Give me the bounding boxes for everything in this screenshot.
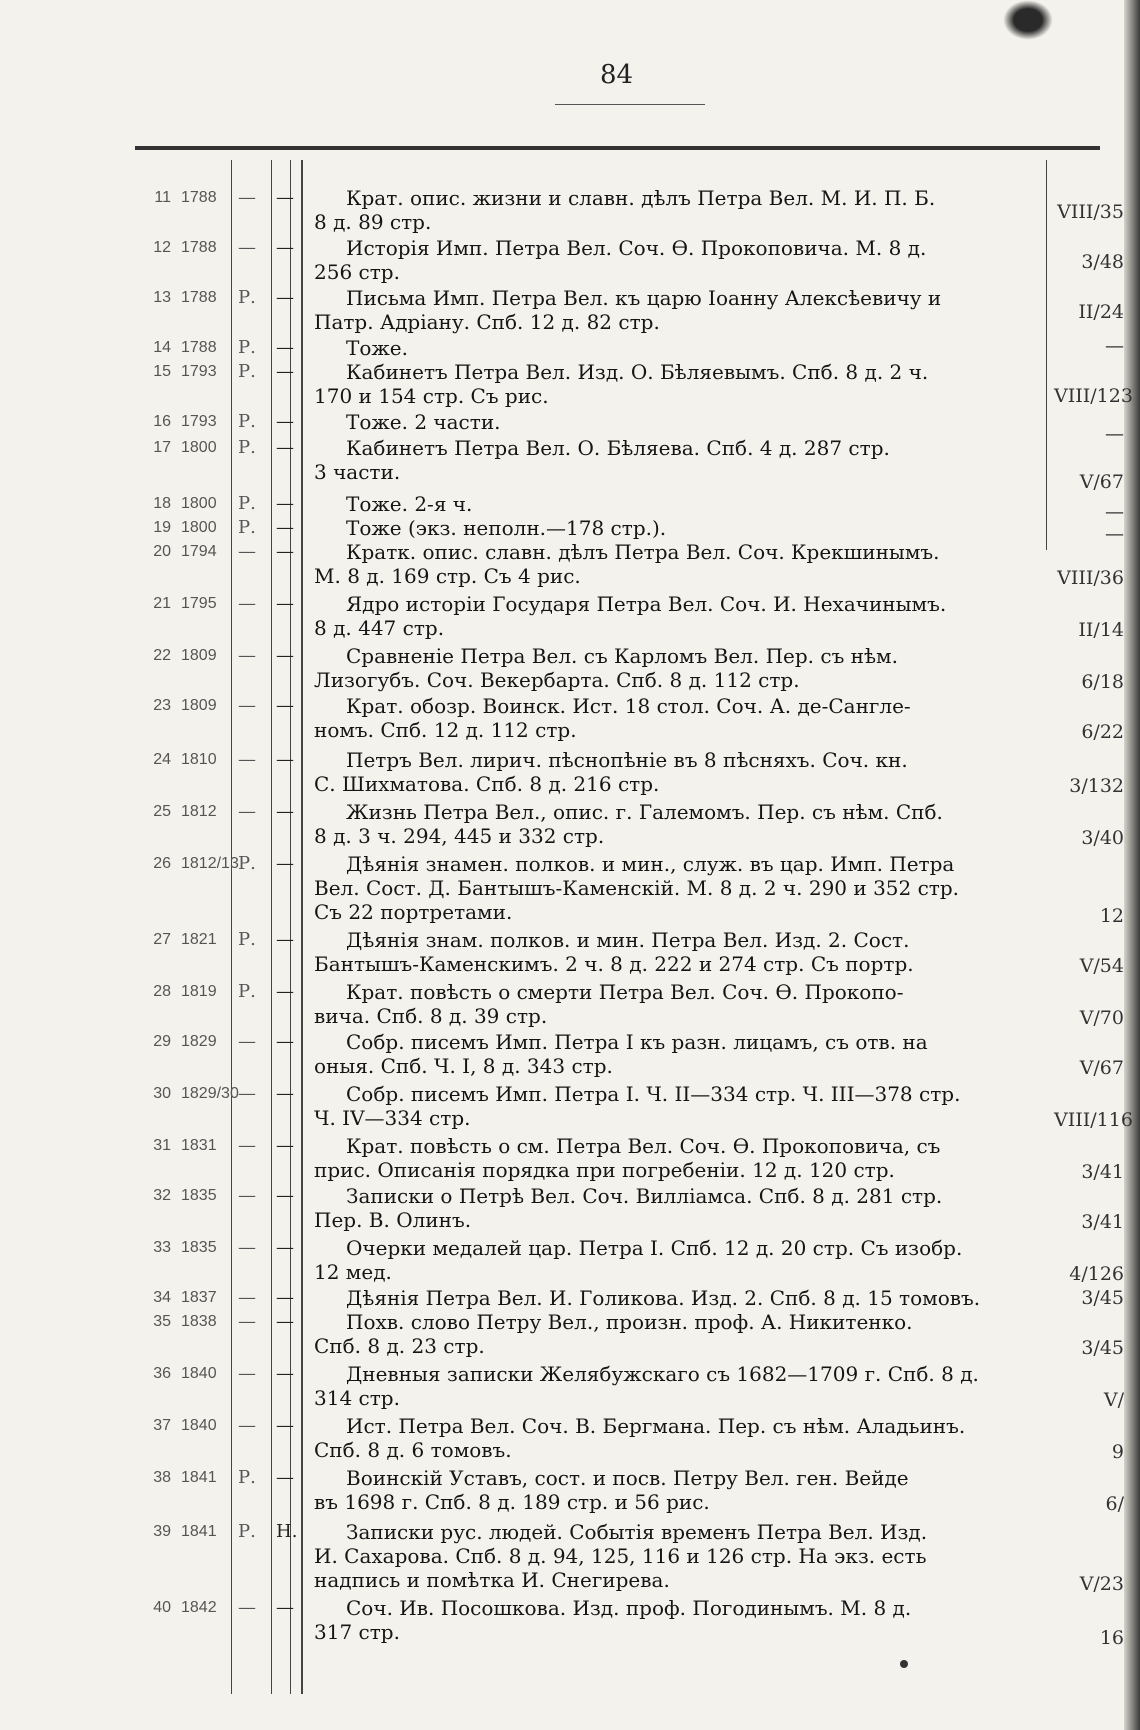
entry-mark-1: — — [238, 801, 256, 822]
entry-description: Записки рус. людей. Событія временъ Петра Вел. Изд. И. Сахарова. Спб. 8 д. 94, 125, 116 и 126 стр. На экз. есть надпись и помѣтка И. Снегирева. — [314, 1520, 928, 1592]
entry-mark-1: Р. — [238, 1467, 256, 1488]
entry-mark-1: — — [238, 749, 256, 770]
entry-shelfmark: VIII/116 — [1054, 1109, 1133, 1131]
entry-mark-1: Р. — [238, 437, 256, 458]
entry-mark-2: — — [276, 1083, 294, 1104]
entry-shelfmark: 16 — [1099, 1627, 1124, 1649]
entry-shelfmark: V/ — [1103, 1389, 1124, 1411]
entry-number: 27 — [153, 931, 171, 948]
entry-year: 1800 — [181, 439, 217, 456]
entry-number: 20 — [153, 543, 171, 560]
entry-mark-2: — — [276, 749, 294, 770]
entry-shelfmark: VIII/36 — [1057, 567, 1124, 589]
entry-year: 1812 — [181, 803, 217, 820]
entry-mark-2: — — [276, 981, 294, 1002]
entry-mark-2: — — [276, 337, 294, 358]
entry-number: 34 — [153, 1289, 171, 1306]
entry-description: Тоже. 2-я ч. — [346, 492, 473, 516]
entry-description: Крат. повѣсть о смерти Петра Вел. Соч. Ѳ. Прокопо- вича. Спб. 8 д. 39 стр. — [314, 980, 904, 1028]
entry-description: Кратк. опис. славн. дѣлъ Петра Вел. Соч. Крекшинымъ. М. 8 д. 169 стр. Съ 4 рис. — [314, 540, 940, 588]
entry-number: 40 — [153, 1599, 171, 1616]
entry-mark-2: — — [276, 929, 294, 950]
entry-mark-1: — — [238, 187, 256, 208]
entry-year: 1829/30 — [181, 1085, 239, 1102]
entry-year: 1809 — [181, 647, 217, 664]
entry-mark-2: — — [276, 361, 294, 382]
entry-description: Кабинетъ Петра Вел. Изд. О. Бѣляевымъ. Спб. 8 д. 2 ч. 170 и 154 стр. Съ рис. — [314, 360, 929, 408]
entry-mark-1: — — [238, 1185, 256, 1206]
entry-year: 1788 — [181, 189, 217, 206]
entry-shelfmark: — — [1105, 423, 1124, 445]
entry-mark-1: Р. — [238, 517, 256, 538]
entry-shelfmark: 3/41 — [1081, 1211, 1124, 1233]
entry-year: 1837 — [181, 1289, 217, 1306]
entry-mark-2: — — [276, 1597, 294, 1618]
entry-number: 25 — [153, 803, 171, 820]
entry-mark-2: — — [276, 1185, 294, 1206]
entry-shelfmark: V/67 — [1079, 1057, 1124, 1079]
entry-number: 38 — [153, 1469, 171, 1486]
entry-year: 1793 — [181, 363, 217, 380]
entry-number: 31 — [153, 1137, 171, 1154]
entry-year: 1841 — [181, 1469, 217, 1486]
entry-mark-2: — — [276, 1031, 294, 1052]
entry-mark-2: — — [276, 437, 294, 458]
entry-description: Тоже. — [346, 336, 408, 360]
entry-year: 1841 — [181, 1523, 217, 1540]
entry-number: 12 — [153, 239, 171, 256]
entry-description: Похв. слово Петру Вел., произн. проф. А. Никитенко. Спб. 8 д. 23 стр. — [314, 1310, 913, 1358]
entry-year: 1842 — [181, 1599, 217, 1616]
entry-year: 1821 — [181, 931, 217, 948]
entry-mark-1: Р. — [238, 929, 256, 950]
entry-year: 1840 — [181, 1365, 217, 1382]
entry-number: 37 — [153, 1417, 171, 1434]
entry-mark-1: Р. — [238, 981, 256, 1002]
entry-mark-1: — — [238, 1597, 256, 1618]
entry-description: Тоже. 2 части. — [346, 410, 501, 434]
entry-number: 29 — [153, 1033, 171, 1050]
entry-shelfmark: — — [1105, 335, 1124, 357]
entry-number: 33 — [153, 1239, 171, 1256]
entry-mark-2: — — [276, 287, 294, 308]
entry-mark-1: Р. — [238, 853, 256, 874]
entry-shelfmark: 3/41 — [1081, 1161, 1124, 1183]
entry-mark-2: — — [276, 1363, 294, 1384]
entry-shelfmark: 12 — [1099, 905, 1124, 927]
entry-description: Воинскій Уставъ, сост. и посв. Петру Вел. ген. Вейде въ 1698 г. Спб. 8 д. 189 стр. и 56 рис. — [314, 1466, 909, 1514]
entry-description: Ядро исторіи Государя Петра Вел. Соч. И. Нехачинымъ. 8 д. 447 стр. — [314, 592, 947, 640]
entry-year: 1831 — [181, 1137, 217, 1154]
entry-mark-2: — — [276, 541, 294, 562]
entry-mark-1: — — [238, 1363, 256, 1384]
entry-mark-1: — — [238, 1311, 256, 1332]
entry-shelfmark: V/70 — [1079, 1007, 1124, 1029]
entry-year: 1810 — [181, 751, 217, 768]
entry-year: 1838 — [181, 1313, 217, 1330]
entry-number: 21 — [153, 595, 171, 612]
entry-description: Записки о Петрѣ Вел. Соч. Вилліамса. Спб. 8 д. 281 стр. Пер. В. Олинъ. — [314, 1184, 943, 1232]
entry-shelfmark: II/24 — [1078, 301, 1124, 323]
page-number: 84 — [600, 60, 634, 90]
entry-year: 1788 — [181, 239, 217, 256]
entry-shelfmark: 3/45 — [1081, 1337, 1124, 1359]
entry-mark-1: — — [238, 593, 256, 614]
entry-shelfmark: — — [1105, 523, 1124, 545]
entry-description: Собр. писемъ Имп. Петра I. Ч. II—334 стр. Ч. III—378 стр. Ч. IV—334 стр. — [314, 1082, 961, 1130]
ink-spot — [900, 1660, 908, 1668]
entry-description: Крат. повѣсть о см. Петра Вел. Соч. Ѳ. Прокоповича, съ прис. Описанія порядка при погребеніи. 12 д. 120 стр. — [314, 1134, 941, 1182]
entry-mark-2: — — [276, 853, 294, 874]
entry-mark-2: — — [276, 1135, 294, 1156]
entry-number: 36 — [153, 1365, 171, 1382]
entry-description: Крат. опис. жизни и славн. дѣлъ Петра Вел. М. И. П. Б. 8 д. 89 стр. — [314, 186, 936, 234]
entry-mark-1: — — [238, 695, 256, 716]
entry-mark-1: — — [238, 1237, 256, 1258]
entry-shelfmark: 3/48 — [1081, 251, 1124, 273]
entry-number: 23 — [153, 697, 171, 714]
entry-shelfmark: VIII/35 — [1057, 201, 1124, 223]
entry-year: 1788 — [181, 339, 217, 356]
entry-description: Дѣянія Петра Вел. И. Голикова. Изд. 2. Спб. 8 д. 15 томовъ. — [346, 1286, 981, 1310]
entry-number: 19 — [153, 519, 171, 536]
entry-mark-1: Р. — [238, 287, 256, 308]
entry-shelfmark: 6/18 — [1081, 671, 1124, 693]
entry-description: Соч. Ив. Посошкова. Изд. проф. Погодинымъ. М. 8 д. 317 стр. — [314, 1596, 912, 1644]
entry-year: 1788 — [181, 289, 217, 306]
entry-shelfmark: — — [1105, 501, 1124, 523]
entry-shelfmark: 6/ — [1105, 1493, 1124, 1515]
entry-mark-2: — — [276, 645, 294, 666]
entry-description: Сравненіе Петра Вел. съ Карломъ Вел. Пер. съ нѣм. Лизогубъ. Соч. Векербарта. Спб. 8 д. 112 стр. — [314, 644, 898, 692]
entry-mark-1: — — [238, 1287, 256, 1308]
entry-number: 16 — [153, 413, 171, 430]
entry-mark-2: — — [276, 593, 294, 614]
entry-mark-2: — — [276, 801, 294, 822]
entry-description: Дѣянія знамен. полков. и мин., служ. въ цар. Имп. Петра Вел. Сост. Д. Бантышъ-Каменскій. М. 8 д. 2 ч. 290 и 352 стр. Съ 22 портретами. — [314, 852, 960, 924]
entry-mark-1: — — [238, 645, 256, 666]
entry-mark-2: — — [276, 1467, 294, 1488]
entry-description: Кабинетъ Петра Вел. О. Бѣляева. Спб. 4 д. 287 стр. 3 части. — [314, 436, 890, 484]
entry-description: Очерки медалей цар. Петра I. Спб. 12 д. 20 стр. Съ изобр. 12 мед. — [314, 1236, 963, 1284]
entry-number: 39 — [153, 1523, 171, 1540]
entry-year: 1800 — [181, 519, 217, 536]
entry-number: 26 — [153, 855, 171, 872]
entry-mark-2: — — [276, 1415, 294, 1436]
entry-mark-1: Р. — [238, 1521, 256, 1542]
entry-year: 1795 — [181, 595, 217, 612]
entry-number: 22 — [153, 647, 171, 664]
entry-shelfmark: 9 — [1111, 1441, 1124, 1463]
entry-mark-1: — — [238, 1031, 256, 1052]
entry-shelfmark: 4/126 — [1069, 1263, 1124, 1285]
entry-description: Дневныя записки Желябужскаго съ 1682—1709 г. Спб. 8 д. 314 стр. — [314, 1362, 979, 1410]
entry-number: 18 — [153, 495, 171, 512]
entry-mark-2: — — [276, 237, 294, 258]
entry-year: 1809 — [181, 697, 217, 714]
entry-shelfmark: VIII/123 — [1054, 385, 1133, 407]
entry-mark-1: Р. — [238, 337, 256, 358]
entry-description: Дѣянія знам. полков. и мин. Петра Вел. Изд. 2. Сост. Бантышъ-Каменскимъ. 2 ч. 8 д. 222 и 274 стр. Съ портр. — [314, 928, 914, 976]
entry-shelfmark: V/23 — [1079, 1573, 1124, 1595]
entry-number: 24 — [153, 751, 171, 768]
entry-year: 1835 — [181, 1187, 217, 1204]
entry-mark-2: — — [276, 517, 294, 538]
entry-description: Тоже (экз. неполн.—178 стр.). — [346, 516, 667, 540]
entry-mark-1: Р. — [238, 493, 256, 514]
entry-description: Петръ Вел. лирич. пѣснопѣніе въ 8 пѣсняхъ. Соч. кн. С. Шихматова. Спб. 8 д. 216 стр. — [314, 748, 908, 796]
entry-mark-2: — — [276, 493, 294, 514]
entry-description: Жизнь Петра Вел., опис. г. Галемомъ. Пер. съ нѣм. Спб. 8 д. 3 ч. 294, 445 и 332 стр. — [314, 800, 943, 848]
entry-number: 17 — [153, 439, 171, 456]
entry-year: 1840 — [181, 1417, 217, 1434]
entry-mark-2: — — [276, 1311, 294, 1332]
entry-mark-1: Р. — [238, 411, 256, 432]
entry-mark-2: Н. — [276, 1521, 298, 1542]
entry-year: 1793 — [181, 413, 217, 430]
entry-number: 13 — [153, 289, 171, 306]
entry-mark-1: — — [238, 1415, 256, 1436]
entry-shelfmark: V/54 — [1079, 955, 1124, 977]
entry-number: 14 — [153, 339, 171, 356]
entry-mark-2: — — [276, 187, 294, 208]
entry-description: Крат. обозр. Воинск. Ист. 18 стол. Соч. А. де-Сангле- номъ. Спб. 12 д. 112 стр. — [314, 694, 911, 742]
entry-shelfmark: 3/45 — [1081, 1287, 1124, 1309]
entry-mark-1: — — [238, 237, 256, 258]
entry-mark-1: — — [238, 1083, 256, 1104]
entry-year: 1794 — [181, 543, 217, 560]
entry-description: Ист. Петра Вел. Соч. В. Бергмана. Пер. съ нѣм. Аладьинъ. Спб. 8 д. 6 томовъ. — [314, 1414, 966, 1462]
entry-shelfmark: 3/40 — [1081, 827, 1124, 849]
entry-shelfmark: 6/22 — [1081, 721, 1124, 743]
entry-mark-2: — — [276, 1287, 294, 1308]
entry-shelfmark: II/14 — [1078, 619, 1124, 641]
entry-mark-2: — — [276, 411, 294, 432]
entry-number: 30 — [153, 1085, 171, 1102]
entry-mark-1: — — [238, 541, 256, 562]
entry-shelfmark: 3/132 — [1069, 775, 1124, 797]
entry-year: 1829 — [181, 1033, 217, 1050]
entry-mark-1: — — [238, 1135, 256, 1156]
entry-mark-1: Р. — [238, 361, 256, 382]
entry-mark-2: — — [276, 695, 294, 716]
entry-description: Исторія Имп. Петра Вел. Соч. Ѳ. Прокоповича. М. 8 д. 256 стр. — [314, 236, 927, 284]
entry-year: 1819 — [181, 983, 217, 1000]
entry-year: 1800 — [181, 495, 217, 512]
entry-year: 1812/13 — [181, 855, 239, 872]
entry-number: 32 — [153, 1187, 171, 1204]
entry-number: 11 — [154, 189, 171, 206]
entry-number: 35 — [153, 1313, 171, 1330]
entry-year: 1835 — [181, 1239, 217, 1256]
entry-description: Собр. писемъ Имп. Петра I къ разн. лицамъ, съ отв. на оныя. Спб. Ч. I, 8 д. 343 стр. — [314, 1030, 928, 1078]
entry-number: 15 — [153, 363, 171, 380]
entry-number: 28 — [153, 983, 171, 1000]
entry-shelfmark: V/67 — [1079, 471, 1124, 493]
entry-mark-2: — — [276, 1237, 294, 1258]
entry-description: Письма Имп. Петра Вел. къ царю Іоанну Алексѣевичу и Патр. Адріану. Спб. 12 д. 82 стр. — [314, 286, 942, 334]
